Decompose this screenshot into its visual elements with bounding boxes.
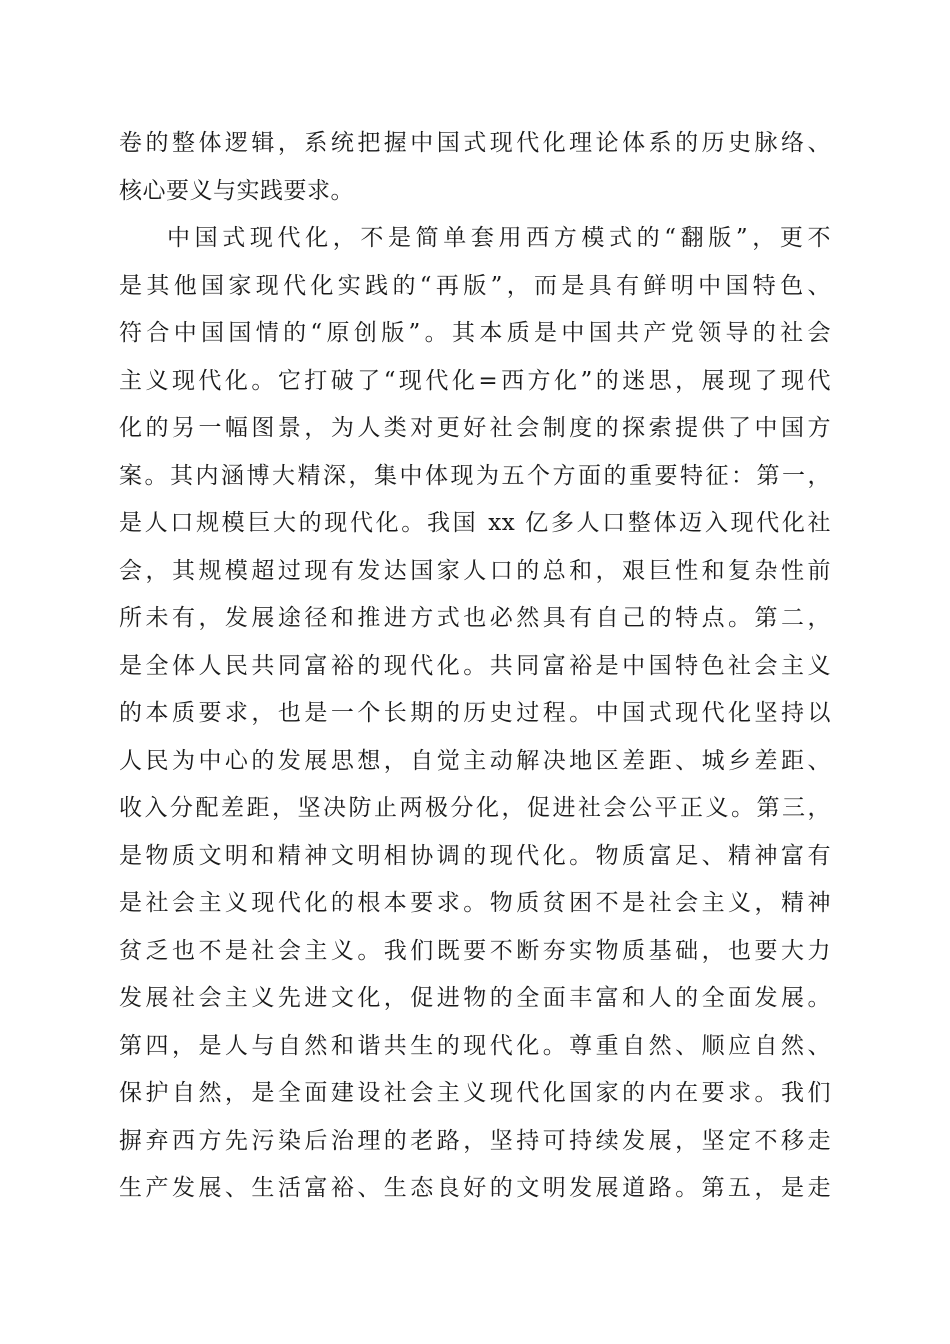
text-line: 是社会主义现代化的根本要求。物质贫困不是社会主义，精神	[119, 890, 831, 916]
text-line: 人民为中心的发展思想，自觉主动解决地区差距、城乡差距、	[119, 747, 831, 774]
text-line: 核心要义与实践要求。	[119, 177, 354, 204]
text-line: 生产发展、生活富裕、生态良好的文明发展道路。第五，是走	[119, 1175, 831, 1201]
text-line: 是物质文明和精神文明相协调的现代化。物质富足、精神富有	[119, 842, 831, 869]
text-line: 收入分配差距，坚决防止两极分化，促进社会公平正义。第三，	[119, 795, 831, 821]
text-line: 保护自然，是全面建设社会主义现代化国家的内在要求。我们	[119, 1080, 831, 1106]
text-line: 贫乏也不是社会主义。我们既要不断夯实物质基础，也要大力	[119, 937, 831, 964]
paragraph-first-line: 中国式现代化，不是简单套用西方模式的“翻版”，更不	[167, 225, 831, 251]
text-line: 主义现代化。它打破了“现代化=西方化”的迷思，展现了现代	[119, 367, 831, 394]
text-line: 的本质要求，也是一个长期的历史过程。中国式现代化坚持以	[119, 700, 831, 726]
text-line: 会，其规模超过现有发达国家人口的总和，艰巨性和复杂性前	[119, 557, 831, 584]
text-line: 摒弃西方先污染后治理的老路，坚持可持续发展，坚定不移走	[119, 1127, 831, 1154]
text-line: 符合中国国情的“原创版”。其本质是中国共产党领导的社会	[119, 320, 831, 346]
text-line: 是全体人民共同富裕的现代化。共同富裕是中国特色社会主义	[119, 652, 831, 679]
body-text	[119, 120, 831, 1213]
text-line: 案。其内涵博大精深，集中体现为五个方面的重要特征：第一，	[119, 462, 831, 489]
text-line: 卷的整体逻辑，系统把握中国式现代化理论体系的历史脉络、	[119, 130, 831, 156]
text-line: 是人口规模巨大的现代化。我国 xx 亿多人口整体迈入现代化社	[119, 510, 831, 536]
text-line: 所未有，发展途径和推进方式也必然具有自己的特点。第二，	[119, 605, 831, 631]
text-line: 第四，是人与自然和谐共生的现代化。尊重自然、顺应自然、	[119, 1032, 831, 1059]
text-line: 化的另一幅图景，为人类对更好社会制度的探索提供了中国方	[119, 415, 831, 441]
text-line: 发展社会主义先进文化，促进物的全面丰富和人的全面发展。	[119, 985, 831, 1011]
text-line: 是其他国家现代化实践的“再版”，而是具有鲜明中国特色、	[119, 272, 831, 299]
